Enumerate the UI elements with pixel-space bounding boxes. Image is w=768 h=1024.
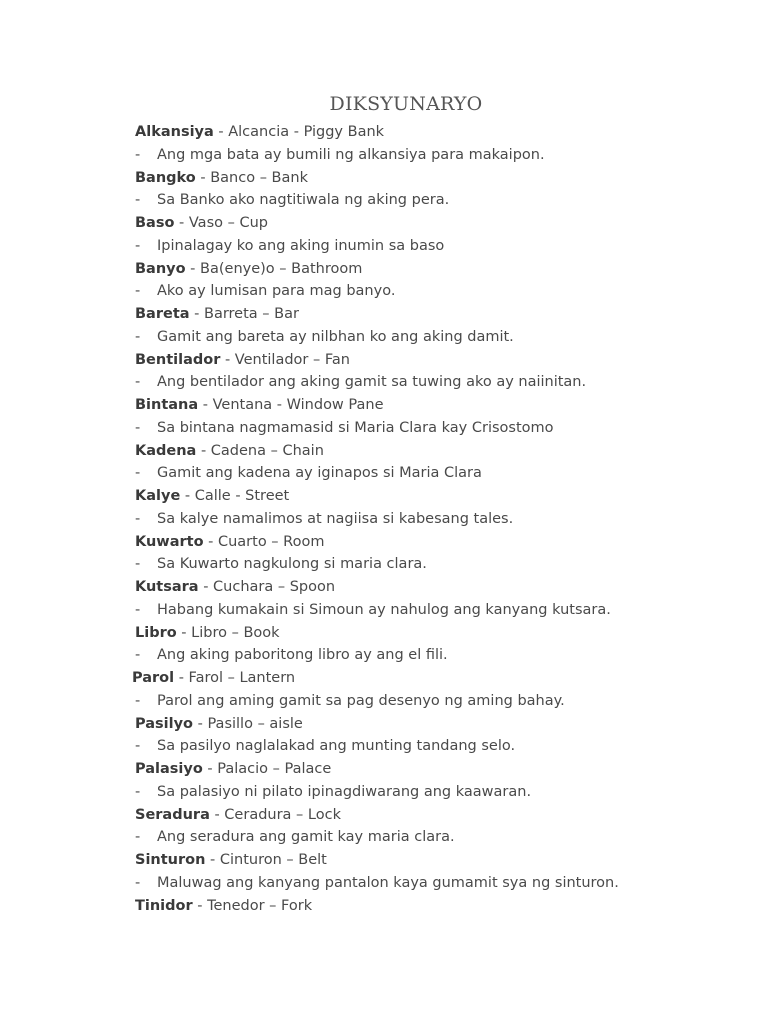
entry-example [0,553,768,576]
entry-translation: - Barreta – Bar [189,306,299,322]
entry-term: Palasiyo [135,761,203,777]
entry-term: Banyo [135,260,186,277]
entry-term: Libro [135,624,177,641]
entry-translation: - Cinturon – Belt [205,852,327,868]
bullet-dash: - [135,692,141,709]
entry-term: Sinturon [135,852,206,868]
entry-term: Tinidor [135,897,193,914]
example-sentence: Sa Kuwarto nagkulong si maria clara. [157,556,427,573]
example-sentence: Ang bentilador ang aking gamit sa tuwing ako ay naiinitan. [157,374,587,391]
bullet-dash: - [135,783,141,800]
entry-translation: - Palacio – Palace [202,761,332,777]
entry-example [0,280,768,303]
entry-translation: - Ventana - Window Pane [198,397,384,413]
example-sentence: Sa palasiyo ni pilato ipinagdiwarang ang kaawaran. [157,783,532,800]
bullet-dash: - [135,647,141,664]
example-sentence: Ipinalagay ko ang aking inumin sa baso [157,237,445,254]
entry-translation: - Vaso – Cup [174,215,268,231]
bullet-dash: - [135,419,141,436]
entry-translation: - Calle - Street [180,488,290,504]
dictionary-entry [0,849,768,872]
dictionary-entry [0,121,768,144]
dictionary-entry [0,394,768,417]
bullet-dash: - [135,146,141,163]
example-sentence: Habang kumakain si Simoun ay nahulog ang kanyang kutsara. [157,601,611,618]
bullet-dash: - [135,556,141,573]
bullet-dash: - [135,829,141,846]
bullet-dash: - [135,328,141,345]
dictionary-entry [0,758,768,781]
entry-example [0,508,768,531]
bullet-dash: - [135,192,141,209]
entry-translation: - Libro – Book [176,624,280,641]
entry-translation: - Ba(enye)o – Bathroom [185,260,363,277]
example-sentence: Ang mga bata ay bumili ng alkansiya para makaipon. [157,146,545,163]
entry-example [0,826,768,849]
entry-term: Pasilyo [135,715,194,732]
entry-translation: - Ventilador – Fan [220,351,350,368]
entry-translation: - Pasillo – aisle [193,715,303,732]
dictionary-entry [0,440,768,463]
example-sentence: Ang aking paboritong libro ay ang el fili. [157,647,448,664]
bullet-dash: - [135,874,141,891]
entry-translation: - Cadena – Chain [196,442,324,459]
dictionary-entry [0,531,768,554]
dictionary-entry [0,576,768,599]
entry-term: Baso [135,215,175,231]
entry-term: Kalye [135,488,181,504]
example-sentence: Parol ang aming gamit sa pag desenyo ng aming bahay. [157,692,565,709]
entry-translation: - Cuarto – Room [203,533,325,550]
entry-term: Bintana [135,397,199,413]
entry-example [0,872,768,895]
bullet-dash: - [135,601,141,618]
dictionary-entry [0,667,768,690]
example-sentence: Sa Banko ako nagtitiwala ng aking pera. [157,192,450,209]
entry-term: Kuwarto [135,533,204,550]
dictionary-entry [0,349,768,372]
dictionary-entry [0,895,768,918]
dictionary-entry [0,713,768,736]
entry-term: Seradura [135,806,210,823]
entry-term: Bareta [135,306,190,322]
dictionary-entry [0,303,768,326]
example-sentence: Ang seradura ang gamit kay maria clara. [157,829,455,846]
entry-term: Bentilador [135,351,221,368]
example-sentence: Sa pasilyo naglalakad ang munting tandang selo. [157,738,516,755]
dictionary-entries [0,121,768,917]
dictionary-entry [0,622,768,645]
bullet-dash: - [135,738,141,755]
example-sentence: Sa bintana nagmamasid si Maria Clara kay Crisostomo [157,419,554,436]
example-sentence: Maluwag ang kanyang pantalon kaya gumamit sya ng sinturon. [157,874,619,891]
dictionary-entry [0,258,768,281]
dictionary-entry [0,804,768,827]
entry-translation: - Farol – Lantern [174,670,296,686]
entry-example [0,599,768,622]
entry-example [0,235,768,258]
bullet-dash: - [135,283,141,300]
example-sentence: Gamit ang bareta ay nilbhan ko ang aking damit. [157,328,514,345]
entry-term: Kutsara [135,579,199,595]
entry-example [0,417,768,440]
entry-translation: - Banco – Bank [195,169,308,186]
entry-example [0,781,768,804]
dictionary-entry [0,485,768,508]
entry-example [0,690,768,713]
entry-example [0,144,768,167]
entry-term: Alkansiya [135,124,214,140]
entry-translation: - Ceradura – Lock [209,806,341,823]
example-sentence: Ako ay lumisan para mag banyo. [157,283,396,300]
example-sentence: Gamit ang kadena ay iginapos si Maria Clara [157,465,482,482]
entry-example [0,371,768,394]
bullet-dash: - [135,465,141,482]
entry-translation: - Tenedor – Fork [192,897,313,914]
entry-translation: - Alcancia - Piggy Bank [213,124,385,140]
bullet-dash: - [135,374,141,391]
entry-translation: - Cuchara – Spoon [198,579,336,595]
entry-example [0,326,768,349]
entry-term: Kadena [135,442,197,459]
entry-example [0,644,768,667]
entry-example [0,462,768,485]
dictionary-entry [0,167,768,190]
example-sentence: Sa kalye namalimos at nagiisa si kabesang tales. [157,510,514,527]
page-title: DIKSYUNARYO [329,93,483,115]
dictionary-entry [0,212,768,235]
entry-example [0,189,768,212]
entry-example [0,735,768,758]
entry-term: Bangko [135,169,196,186]
entry-term: Parol [132,670,175,686]
bullet-dash: - [135,510,141,527]
bullet-dash: - [135,237,141,254]
